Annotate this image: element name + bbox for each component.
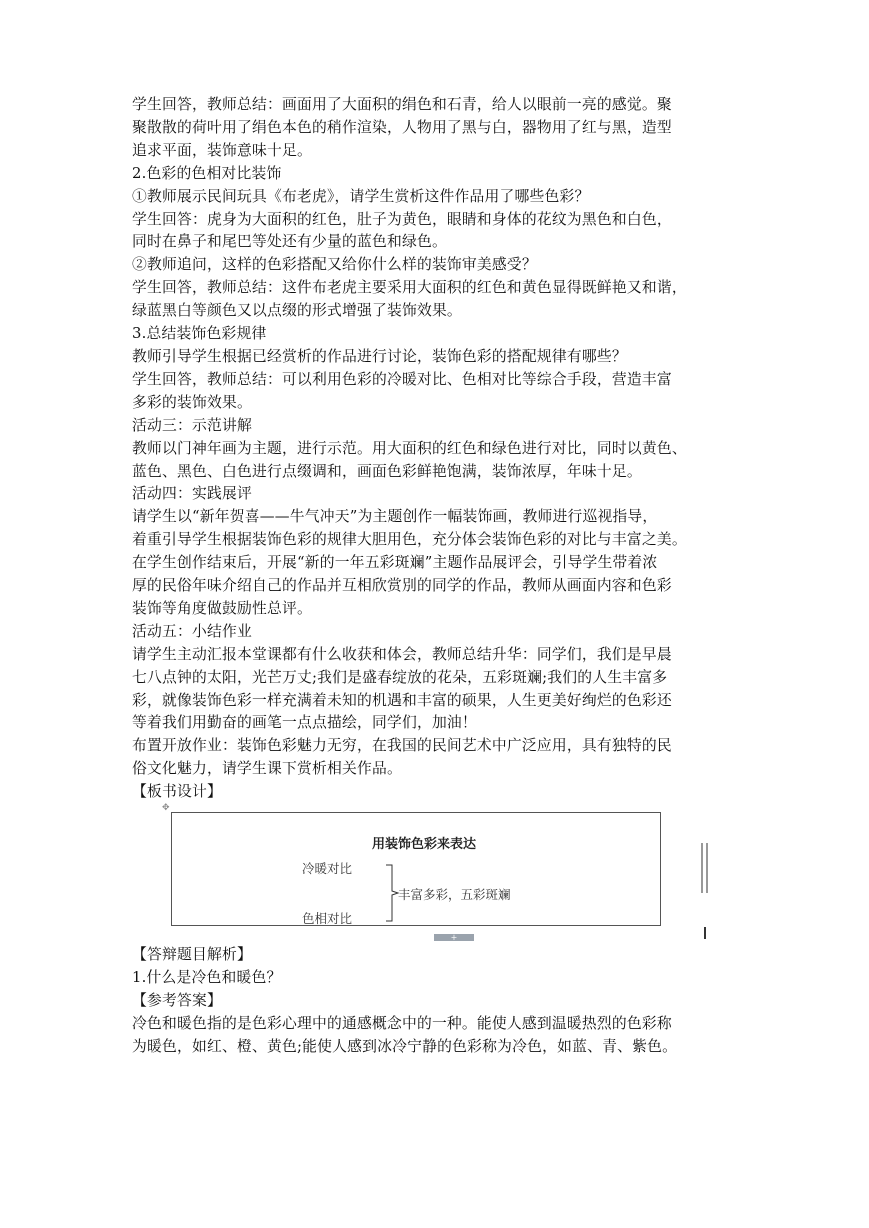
- text-line: 学生回答，教师总结：画面用了大面积的绢色和石青，给人以眼前一亮的感觉。聚: [132, 96, 672, 113]
- text-line: 学生回答：虎身为大面积的红色，肚子为黄色，眼睛和身体的花纹为黑色和白色，: [132, 210, 672, 228]
- text-line: 教师以门神年画为主题，进行示范。用大面积的红色和绿色进行对比，同时以黄色、: [132, 439, 687, 457]
- document-body: [132, 94, 742, 1059]
- text-line: 俗文化魅力，请学生课下赏析相关作品。: [132, 760, 402, 778]
- resize-handle-corner[interactable]: [704, 927, 706, 939]
- text-line: 着重引导学生根据装饰色彩的规律大胆用色，充分体会装饰色彩的对比与丰富之美。: [132, 531, 687, 549]
- text-line: 学生回答，教师总结：可以利用色彩的冷暖对比、色相对比等综合手段，营造丰富: [132, 370, 672, 388]
- text-line: 绿蓝黑白等颜色又以点缀的形式增强了装饰效果。: [132, 302, 462, 320]
- board-label-result: 丰富多彩，五彩斑斓: [398, 887, 511, 903]
- board-label-warm-cool: 冷暖对比: [302, 861, 353, 877]
- text-line: 等着我们用勤奋的画笔一点点描绘，同学们，加油！: [132, 714, 477, 732]
- text-line: 2.色彩的色相对比装饰: [132, 164, 282, 182]
- text-line: 活动三：示范讲解: [132, 416, 252, 434]
- lesson-text-bottom: [132, 944, 742, 1059]
- board-label-hue: 色相对比: [302, 911, 353, 927]
- text-line: ①教师展示民间玩具《布老虎》，请学生赏析这件作品用了哪些色彩？: [132, 187, 590, 205]
- text-line: 【答辩题目解析】: [132, 946, 252, 964]
- board-title: 用装饰色彩来表达: [372, 837, 477, 853]
- text-line: 活动五：小结作业: [132, 622, 252, 640]
- text-line: 布置开放作业：装饰色彩魅力无穷，在我国的民间艺术中广泛应用，具有独特的民: [132, 737, 672, 755]
- text-line: 聚散散的荷叶用了绢色本色的稍作渲染，人物用了黑与白，器物用了红与黑，造型: [132, 118, 672, 136]
- blackboard-design: [132, 804, 742, 944]
- text-line: 活动四：实践展评: [132, 485, 252, 503]
- move-handle-icon[interactable]: ✥: [162, 803, 170, 814]
- board-box[interactable]: [171, 812, 661, 943]
- text-line: 请学生以“新年贺喜——牛气冲天”为主题创作一幅装饰画，教师进行巡视指导，: [132, 508, 658, 526]
- text-line: 【板书设计】: [132, 783, 222, 801]
- text-line: 同时在鼻子和尾巴等处还有少量的蓝色和绿色。: [132, 233, 447, 251]
- text-line: 厚的民俗年味介绍自己的作品并互相欣赏別的同学的作品，教师从画面内容和色彩: [132, 577, 672, 595]
- lesson-text-top: [132, 94, 742, 804]
- text-line: 七八点钟的太阳，光芒万丈;我们是盛春绽放的花朵，五彩斑斓;我们的人生丰富多: [132, 668, 668, 686]
- text-line: 【参考答案】: [132, 991, 222, 1009]
- text-line: 冷色和暖色指的是色彩心理中的通感概念中的一种。能使人感到温暖热烈的色彩称: [132, 1014, 672, 1032]
- text-line: 教师引导学生根据已经赏析的作品进行讨论，装饰色彩的搭配规律有哪些？: [132, 347, 627, 365]
- text-line: 学生回答，教师总结：这件布老虎主要采用大面积的红色和黄色显得既鲜艳又和谐，: [132, 279, 687, 297]
- text-line: ②教师追问，这样的色彩搭配又给你什么样的装饰审美感受？: [132, 256, 537, 274]
- text-line: 装饰等角度做鼓励性总评。: [132, 599, 312, 617]
- text-line: 蓝色、黑色、白色进行点缀调和，画面色彩鲜艳饱满，装饰浓厚，年味十足。: [132, 462, 642, 480]
- text-line: 在学生创作结束后，开展“新的一年五彩斑斓”主题作品展评会，引导学生带着浓: [132, 554, 658, 572]
- text-line: 彩，就像装饰色彩一样充满着未知的机遇和丰富的硕果，人生更美好绚烂的色彩还: [132, 691, 672, 709]
- text-line: 请学生主动汇报本堂课都有什么收获和体会，教师总结升华：同学们，我们是早晨: [132, 645, 672, 663]
- text-line: 为暖色，如红、橙、黄色;能使人感到冰冷宁静的色彩称为冷色，如蓝、青、紫色。: [132, 1037, 678, 1055]
- text-line: 多彩的装饰效果。: [132, 393, 252, 411]
- text-line: 3.总结装饰色彩规律: [132, 325, 267, 343]
- text-line: 追求平面，装饰意味十足。: [132, 141, 312, 159]
- resize-handle-right[interactable]: [701, 843, 708, 893]
- resize-handle-bottom[interactable]: +: [434, 934, 474, 941]
- text-line: 1.什么是冷色和暖色？: [132, 969, 282, 986]
